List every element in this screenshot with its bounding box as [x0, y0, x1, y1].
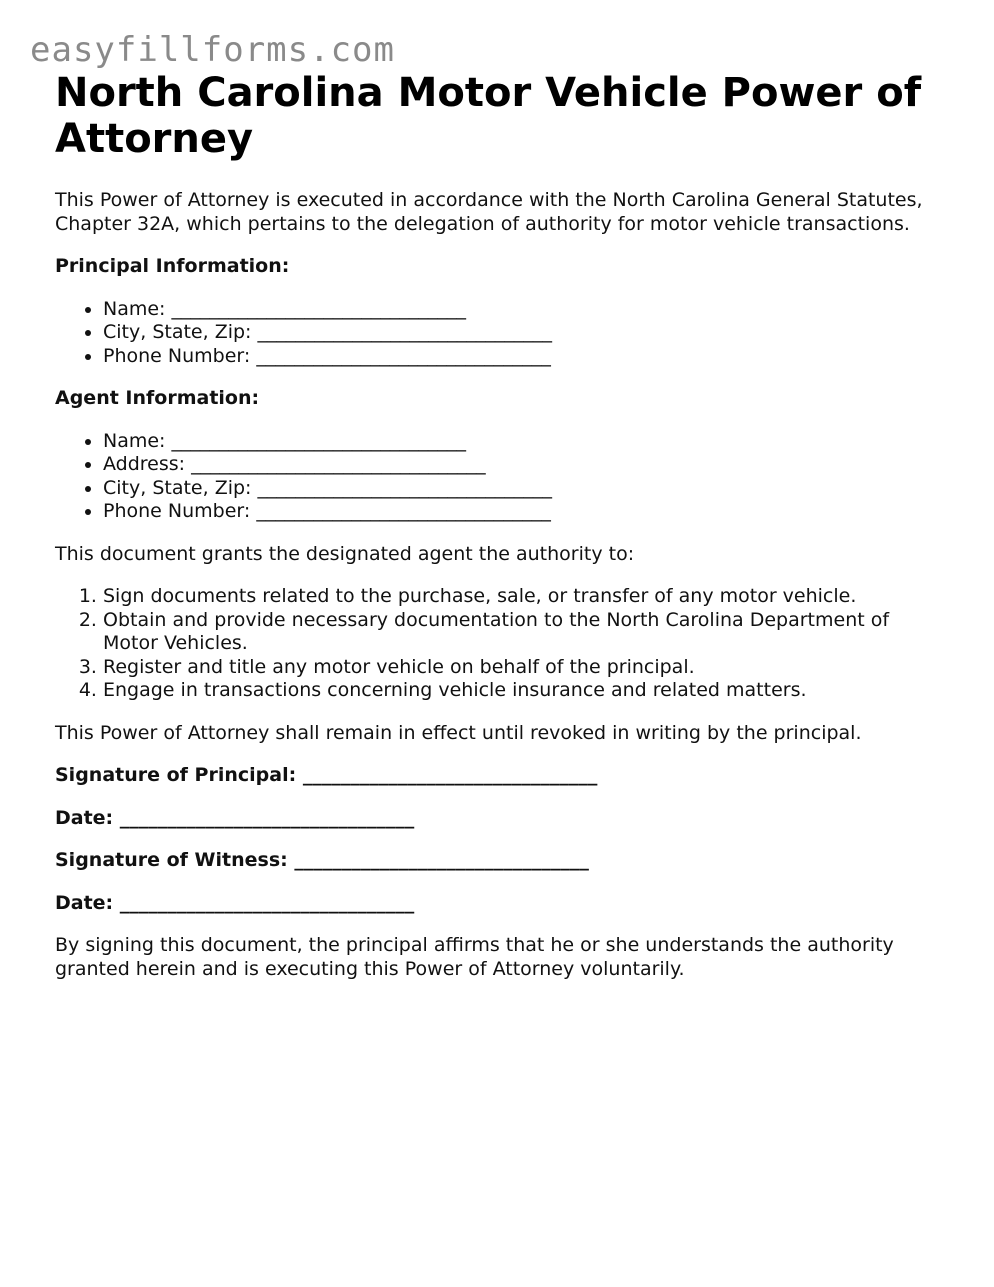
grants-intro: This document grants the designated agent the authority to: — [55, 542, 635, 565]
power-item: 2. Obtain and provide necessary documentation to the North Carolina Department of Motor Vehicles. — [103, 609, 935, 656]
witness-date-line: Date: _______________________________ — [55, 891, 415, 914]
power-item: 3. Register and title any motor vehicle on behalf of the principal. — [103, 656, 935, 680]
agent-phone-field: • Phone Number: _______________________________ — [103, 500, 935, 524]
principal-signature-line: Signature of Principal: _______________________________ — [55, 764, 598, 786]
principal-city-state-zip-field: • City, State, Zip: _______________________________ — [103, 321, 935, 345]
principal-name-field: • Name: _______________________________ — [103, 298, 935, 322]
agent-city-state-zip-field: • City, State, Zip: _______________________________ — [103, 477, 935, 501]
power-item: 4. Engage in transactions concerning vehicle insurance and related matters. — [103, 679, 935, 703]
closing-paragraph: By signing this document, the principal affirms that he or she understands the authority granted herein and is executing this Power of Attorney voluntarily. — [55, 934, 894, 980]
principal-date-line: Date: _______________________________ — [55, 806, 415, 829]
principal-heading: Principal Information: — [55, 255, 290, 277]
document-body — [55, 70, 935, 981]
watermark: easyfillforms.com — [30, 30, 395, 70]
agent-fields-list — [55, 430, 935, 524]
duration-paragraph: This Power of Attorney shall remain in effect until revoked in writing by the principal. — [55, 721, 862, 744]
document-title: North Carolina Motor Vehicle Power of Attorney — [55, 70, 922, 162]
agent-name-field: • Name: _______________________________ — [103, 430, 935, 454]
agent-heading: Agent Information: — [55, 387, 260, 409]
intro-paragraph: This Power of Attorney is executed in accordance with the North Carolina General Statutes, Chapter 32A, which pertains to the delegation of authority for motor vehicle transactions. — [55, 189, 923, 235]
powers-list — [55, 585, 935, 703]
principal-fields-list — [55, 298, 935, 369]
witness-signature-line: Signature of Witness: _______________________________ — [55, 849, 589, 871]
principal-phone-field: • Phone Number: _______________________________ — [103, 345, 935, 369]
power-item: 1. Sign documents related to the purchase, sale, or transfer of any motor vehicle. — [103, 585, 935, 609]
agent-address-field: • Address: _______________________________ — [103, 453, 935, 477]
